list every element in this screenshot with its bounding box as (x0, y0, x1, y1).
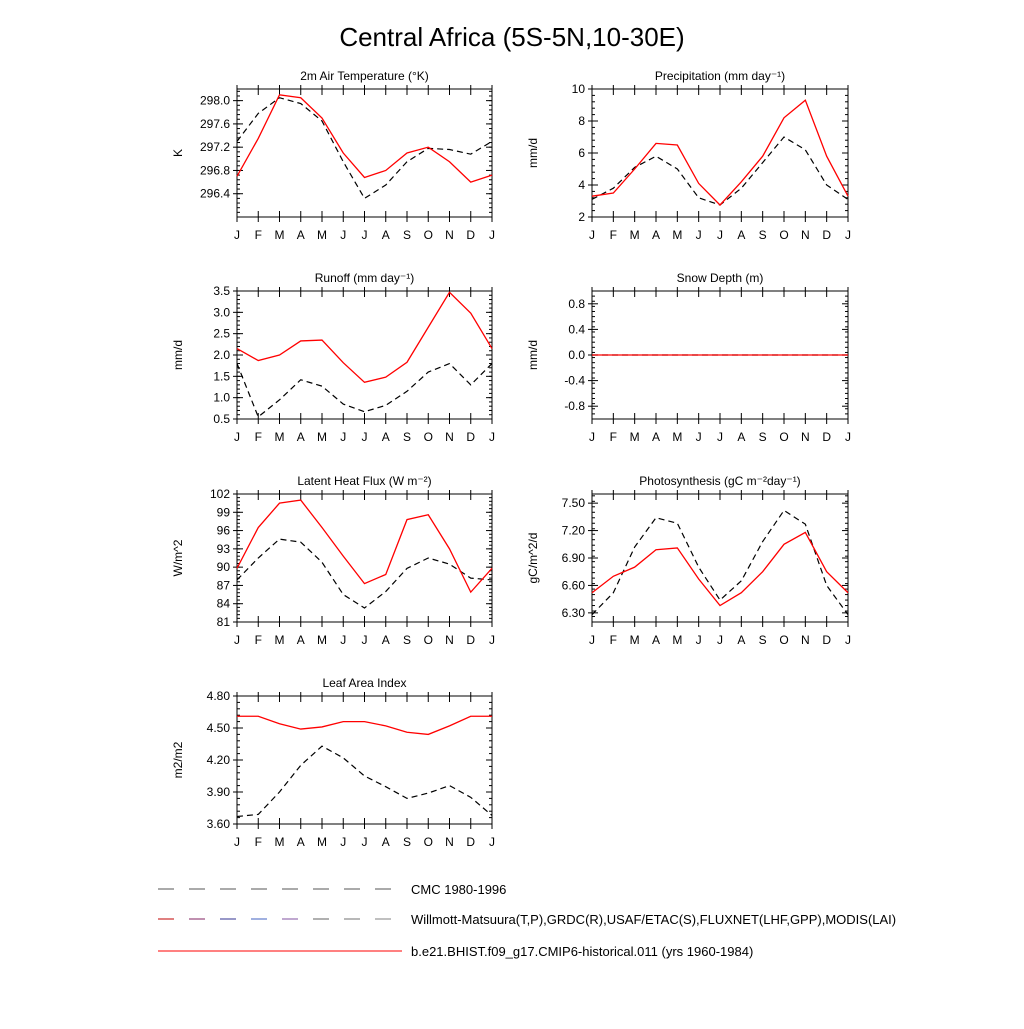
series-model-line (237, 716, 492, 734)
series-observed-line (592, 510, 848, 614)
x-tick-label: F (254, 228, 262, 242)
y-tick-label: 102 (209, 487, 230, 501)
y-axis-label: gC/m^2/d (526, 532, 540, 584)
x-tick-label: S (758, 430, 767, 444)
y-tick-label: 90 (216, 560, 230, 575)
x-tick-label: J (361, 430, 368, 444)
x-tick-label: J (234, 633, 240, 647)
chart-panel-5 (171, 474, 495, 647)
x-tick-label: S (402, 835, 412, 849)
x-tick-label: A (737, 430, 746, 444)
series-model-line (592, 532, 848, 605)
y-tick-label: 1.5 (213, 369, 230, 384)
y-tick-label: 3.5 (213, 284, 230, 298)
chart-panel-2 (526, 69, 851, 242)
x-tick-label: J (234, 430, 240, 444)
y-tick-label: 3.60 (206, 817, 230, 831)
x-tick-label: M (672, 430, 683, 444)
y-tick-label: 7.50 (561, 496, 585, 511)
x-tick-label: J (695, 430, 702, 444)
x-tick-label: J (361, 633, 368, 647)
y-axis-label: m2/m2 (171, 741, 185, 779)
y-tick-label: 4 (578, 178, 585, 192)
x-tick-label: A (737, 633, 746, 647)
x-tick-label: J (589, 228, 595, 242)
chart-title: Leaf Area Index (322, 676, 407, 690)
x-tick-label: J (589, 633, 595, 647)
x-tick-label: A (651, 633, 661, 647)
x-tick-label: F (609, 228, 618, 242)
x-tick-label: J (234, 228, 240, 242)
x-tick-label: J (845, 633, 851, 647)
y-axis-label: mm/d (526, 138, 540, 168)
x-tick-label: J (845, 228, 851, 242)
y-tick-label: 2 (578, 210, 585, 224)
x-tick-label: J (340, 228, 347, 242)
x-tick-label: J (695, 228, 702, 242)
x-tick-label: N (445, 228, 454, 242)
y-tick-label: -0.8 (564, 399, 585, 414)
x-tick-label: F (609, 430, 618, 444)
x-tick-label: O (423, 633, 433, 647)
y-tick-label: 0.8 (568, 296, 585, 311)
chart-panel-3 (171, 271, 495, 444)
x-tick-label: J (489, 228, 495, 242)
plot-frame (592, 89, 848, 217)
y-tick-label: 0.5 (213, 412, 230, 426)
x-tick-label: M (629, 633, 640, 647)
x-tick-label: M (274, 430, 285, 444)
x-tick-label: A (296, 228, 305, 242)
x-tick-label: N (800, 430, 810, 444)
legend (158, 882, 896, 959)
x-tick-label: D (822, 430, 832, 444)
x-tick-label: J (489, 835, 495, 849)
plot-frame (592, 494, 848, 622)
y-axis-label: mm/d (171, 340, 185, 370)
y-tick-label: 2.0 (213, 348, 230, 362)
chart-panel-6 (526, 474, 851, 647)
y-tick-label: 4.20 (206, 753, 230, 767)
x-tick-label: J (340, 633, 347, 647)
x-tick-label: M (274, 228, 285, 242)
x-tick-label: S (402, 228, 412, 242)
x-tick-label: J (361, 228, 368, 242)
legend-label: Willmott-Matsuura(T,P),GRDC(R),USAF/ETAC(S),FLUXNET(LHF,GPP),MODIS(LAI) (411, 912, 897, 927)
x-tick-label: A (296, 835, 305, 849)
x-tick-label: M (317, 633, 327, 647)
y-tick-label: 0.0 (568, 348, 585, 362)
x-tick-label: M (672, 228, 683, 242)
y-tick-label: 4.50 (206, 721, 230, 735)
x-tick-label: S (402, 430, 412, 444)
y-axis-label: K (171, 148, 185, 158)
y-tick-label: 84 (216, 596, 230, 611)
y-tick-label: 7.20 (561, 523, 585, 538)
y-tick-label: 87 (216, 578, 230, 593)
x-tick-label: A (651, 228, 661, 242)
x-tick-label: N (800, 228, 810, 242)
y-tick-label: 297.2 (199, 140, 230, 155)
x-tick-label: M (317, 430, 327, 444)
x-tick-label: F (254, 430, 262, 444)
x-tick-label: D (466, 835, 476, 849)
plot-frame (237, 89, 492, 217)
x-tick-label: N (445, 633, 454, 647)
x-tick-label: A (737, 228, 746, 242)
x-tick-label: J (845, 430, 851, 444)
y-tick-label: 99 (216, 505, 230, 520)
y-tick-label: 6.60 (561, 578, 585, 593)
y-tick-label: 297.6 (199, 116, 230, 131)
series-observed-line (237, 98, 492, 199)
x-tick-label: J (589, 430, 595, 444)
series-observed-line (237, 539, 492, 608)
figure-title: Central Africa (5S-5N,10-30E) (339, 22, 685, 52)
series-model-line (592, 100, 848, 205)
x-tick-label: A (296, 633, 305, 647)
series-observed-line (237, 364, 492, 417)
chart-title: 2m Air Temperature (°K) (300, 69, 429, 83)
legend-label: CMC 1980-1996 (411, 882, 507, 897)
x-tick-label: F (254, 633, 262, 647)
x-tick-label: M (317, 835, 327, 849)
x-tick-label: J (695, 633, 702, 647)
x-tick-label: S (758, 633, 767, 647)
x-tick-label: F (254, 835, 262, 849)
y-tick-label: 3.90 (206, 785, 230, 799)
x-tick-label: M (629, 430, 640, 444)
x-tick-label: O (423, 228, 433, 242)
x-tick-label: A (381, 633, 390, 647)
x-tick-label: A (651, 430, 661, 444)
y-tick-label: 0.4 (568, 322, 585, 337)
y-tick-label: 3.0 (213, 305, 230, 320)
x-tick-label: N (800, 633, 810, 647)
x-tick-label: S (758, 228, 767, 242)
chart-title: Latent Heat Flux (W m⁻²) (297, 474, 432, 488)
y-tick-label: 81 (216, 615, 230, 629)
x-tick-label: S (402, 633, 412, 647)
x-tick-label: A (296, 430, 305, 444)
chart-title: Precipitation (mm day⁻¹) (654, 69, 786, 83)
y-tick-label: 298.0 (199, 93, 230, 108)
x-tick-label: A (381, 228, 390, 242)
y-axis-label: mm/d (526, 340, 540, 370)
series-observed-line (237, 746, 492, 816)
x-tick-label: M (274, 835, 285, 849)
x-tick-label: O (779, 430, 789, 444)
x-tick-label: D (466, 633, 476, 647)
x-tick-label: M (672, 633, 683, 647)
x-tick-label: M (317, 228, 327, 242)
x-tick-label: J (717, 228, 723, 242)
y-tick-label: 93 (216, 541, 230, 556)
series-model-line (237, 95, 492, 182)
y-tick-label: 6.90 (561, 551, 585, 565)
x-tick-label: F (609, 633, 618, 647)
x-tick-label: D (466, 228, 476, 242)
x-tick-label: J (234, 835, 240, 849)
x-tick-label: J (717, 633, 723, 647)
x-tick-label: J (340, 835, 347, 849)
chart-title: Runoff (mm day⁻¹) (314, 271, 415, 285)
x-tick-label: N (445, 835, 454, 849)
chart-title: Snow Depth (m) (676, 271, 764, 285)
y-tick-label: 96 (216, 523, 230, 538)
x-tick-label: D (822, 228, 832, 242)
x-tick-label: D (466, 430, 476, 444)
chart-panel-4 (526, 271, 851, 444)
x-tick-label: A (381, 430, 390, 444)
chart-panel-1 (171, 69, 495, 242)
y-tick-label: 4.80 (206, 689, 230, 703)
chart-panel-7 (171, 676, 495, 849)
y-tick-label: 10 (571, 82, 585, 96)
y-tick-label: 6 (578, 146, 585, 160)
legend-label: b.e21.BHIST.f09_g17.CMIP6-historical.011 (yrs 1960-1984) (411, 944, 754, 959)
chart-title: Photosynthesis (gC m⁻²day⁻¹) (639, 474, 801, 488)
series-model-line (237, 500, 492, 592)
y-tick-label: -0.4 (564, 373, 585, 388)
x-tick-label: J (361, 835, 368, 849)
y-tick-label: 8 (578, 114, 585, 128)
x-tick-label: A (381, 835, 390, 849)
y-tick-label: 1.0 (213, 390, 230, 405)
y-tick-label: 296.8 (199, 163, 230, 178)
y-axis-label: W/m^2 (171, 539, 185, 577)
x-tick-label: M (629, 228, 640, 242)
series-observed-line (592, 137, 848, 205)
x-tick-label: J (489, 633, 495, 647)
y-tick-label: 2.5 (213, 326, 230, 341)
x-tick-label: O (779, 228, 789, 242)
x-tick-label: J (717, 430, 723, 444)
x-tick-label: O (779, 633, 789, 647)
x-tick-label: O (423, 430, 433, 444)
y-tick-label: 296.4 (199, 186, 230, 201)
x-tick-label: O (423, 835, 433, 849)
chart-panels (171, 69, 851, 849)
x-tick-label: D (822, 633, 832, 647)
plot-frame (237, 291, 492, 419)
series-model-line (237, 292, 492, 382)
y-tick-label: 6.30 (561, 605, 585, 620)
x-tick-label: J (340, 430, 347, 444)
x-tick-label: N (445, 430, 454, 444)
x-tick-label: J (489, 430, 495, 444)
x-tick-label: M (274, 633, 285, 647)
plot-frame (237, 696, 492, 824)
